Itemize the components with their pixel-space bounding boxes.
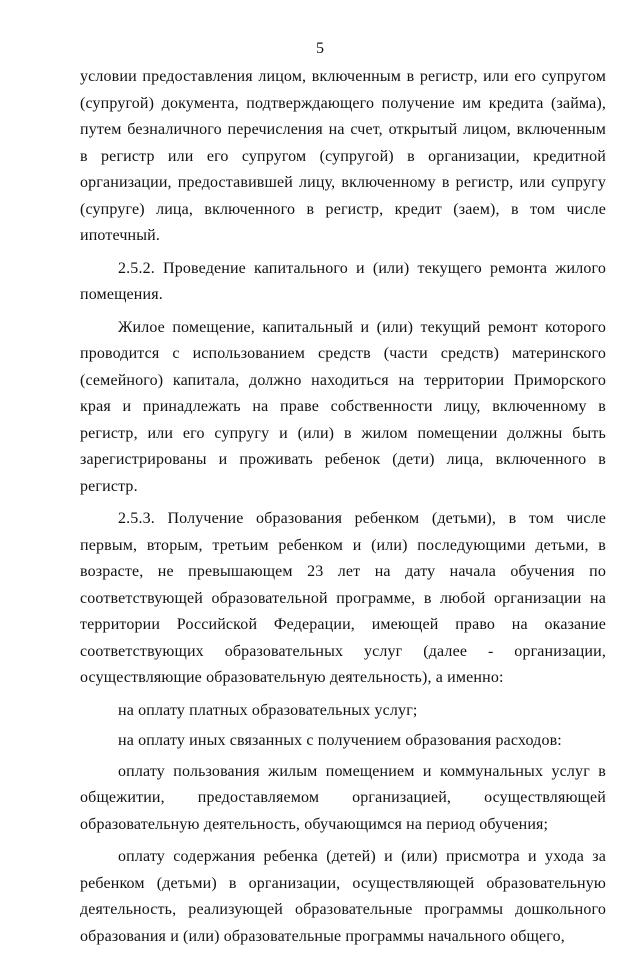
list-item-paid-education: на оплату платных образовательных услуг; bbox=[118, 701, 418, 719]
list-item-other-expenses: на оплату иных связанных с получением образования расходов: bbox=[118, 732, 562, 749]
paragraph-2-5-2-heading: 2.5.2. Проведение капитального и (или) текущего ремонта жилого помещения. bbox=[80, 259, 606, 303]
document-body bbox=[80, 64, 606, 956]
paragraph-2-5-3-education: 2.5.3. Получение образования ребенком (детьми), в том числе первым, вторым, третьим ребенком и (или) последующими детьми, в возрасте, не превышающем 23 лет на дату начала обучения по соответствующей образовательной программе, в любой организации на территории Российской Федерации, имеющей право на оказание соответствующих образовательных услуг (далее - организации, осуществляющие образовательную деятельность), а именно: bbox=[80, 510, 606, 686]
paragraph-housing-repair-conditions: Жилое помещение, капитальный и (или) текущий ремонт которого проводится с использованием средств (части средств) материнского (семейного) капитала, должно находиться на территории Приморского края и принадлежать на праве собственности лицу, включенному в регистр, или его супругу и (или) в жилом помещении должны быть зарегистрированы и проживать ребенок (дети) лица, включенного в регистр. bbox=[80, 318, 606, 495]
page-number: 5 bbox=[316, 40, 324, 57]
paragraph-continuation: условии предоставления лицом, включенным в регистр, или его супругом (супругой) документа, подтверждающего получение им кредита (займа), путем безналичного перечисления на счет, открытый лицом, включенным в регистр или его супругом (супругой) в организации, кредитной организации, предоставившей лицу, включенному в регистр, или супругу (супруге) лица, включенного в регистр, кредит (заем), в том числе ипотечный. bbox=[80, 68, 606, 244]
list-item-dormitory-payment: оплату пользования жилым помещением и коммунальных услуг в общежитии, предоставляемом организацией, осуществляющей образовательную деятельность, обучающимся на период обучения; bbox=[80, 762, 606, 833]
list-item-child-care-payment: оплату содержания ребенка (детей) и (или) присмотра и ухода за ребенком (детьми) в организации, осуществляющей образовательную деятельность, реализующей образовательные программы дошкольного образования и (или) образовательные программы начального общего, bbox=[80, 848, 606, 945]
